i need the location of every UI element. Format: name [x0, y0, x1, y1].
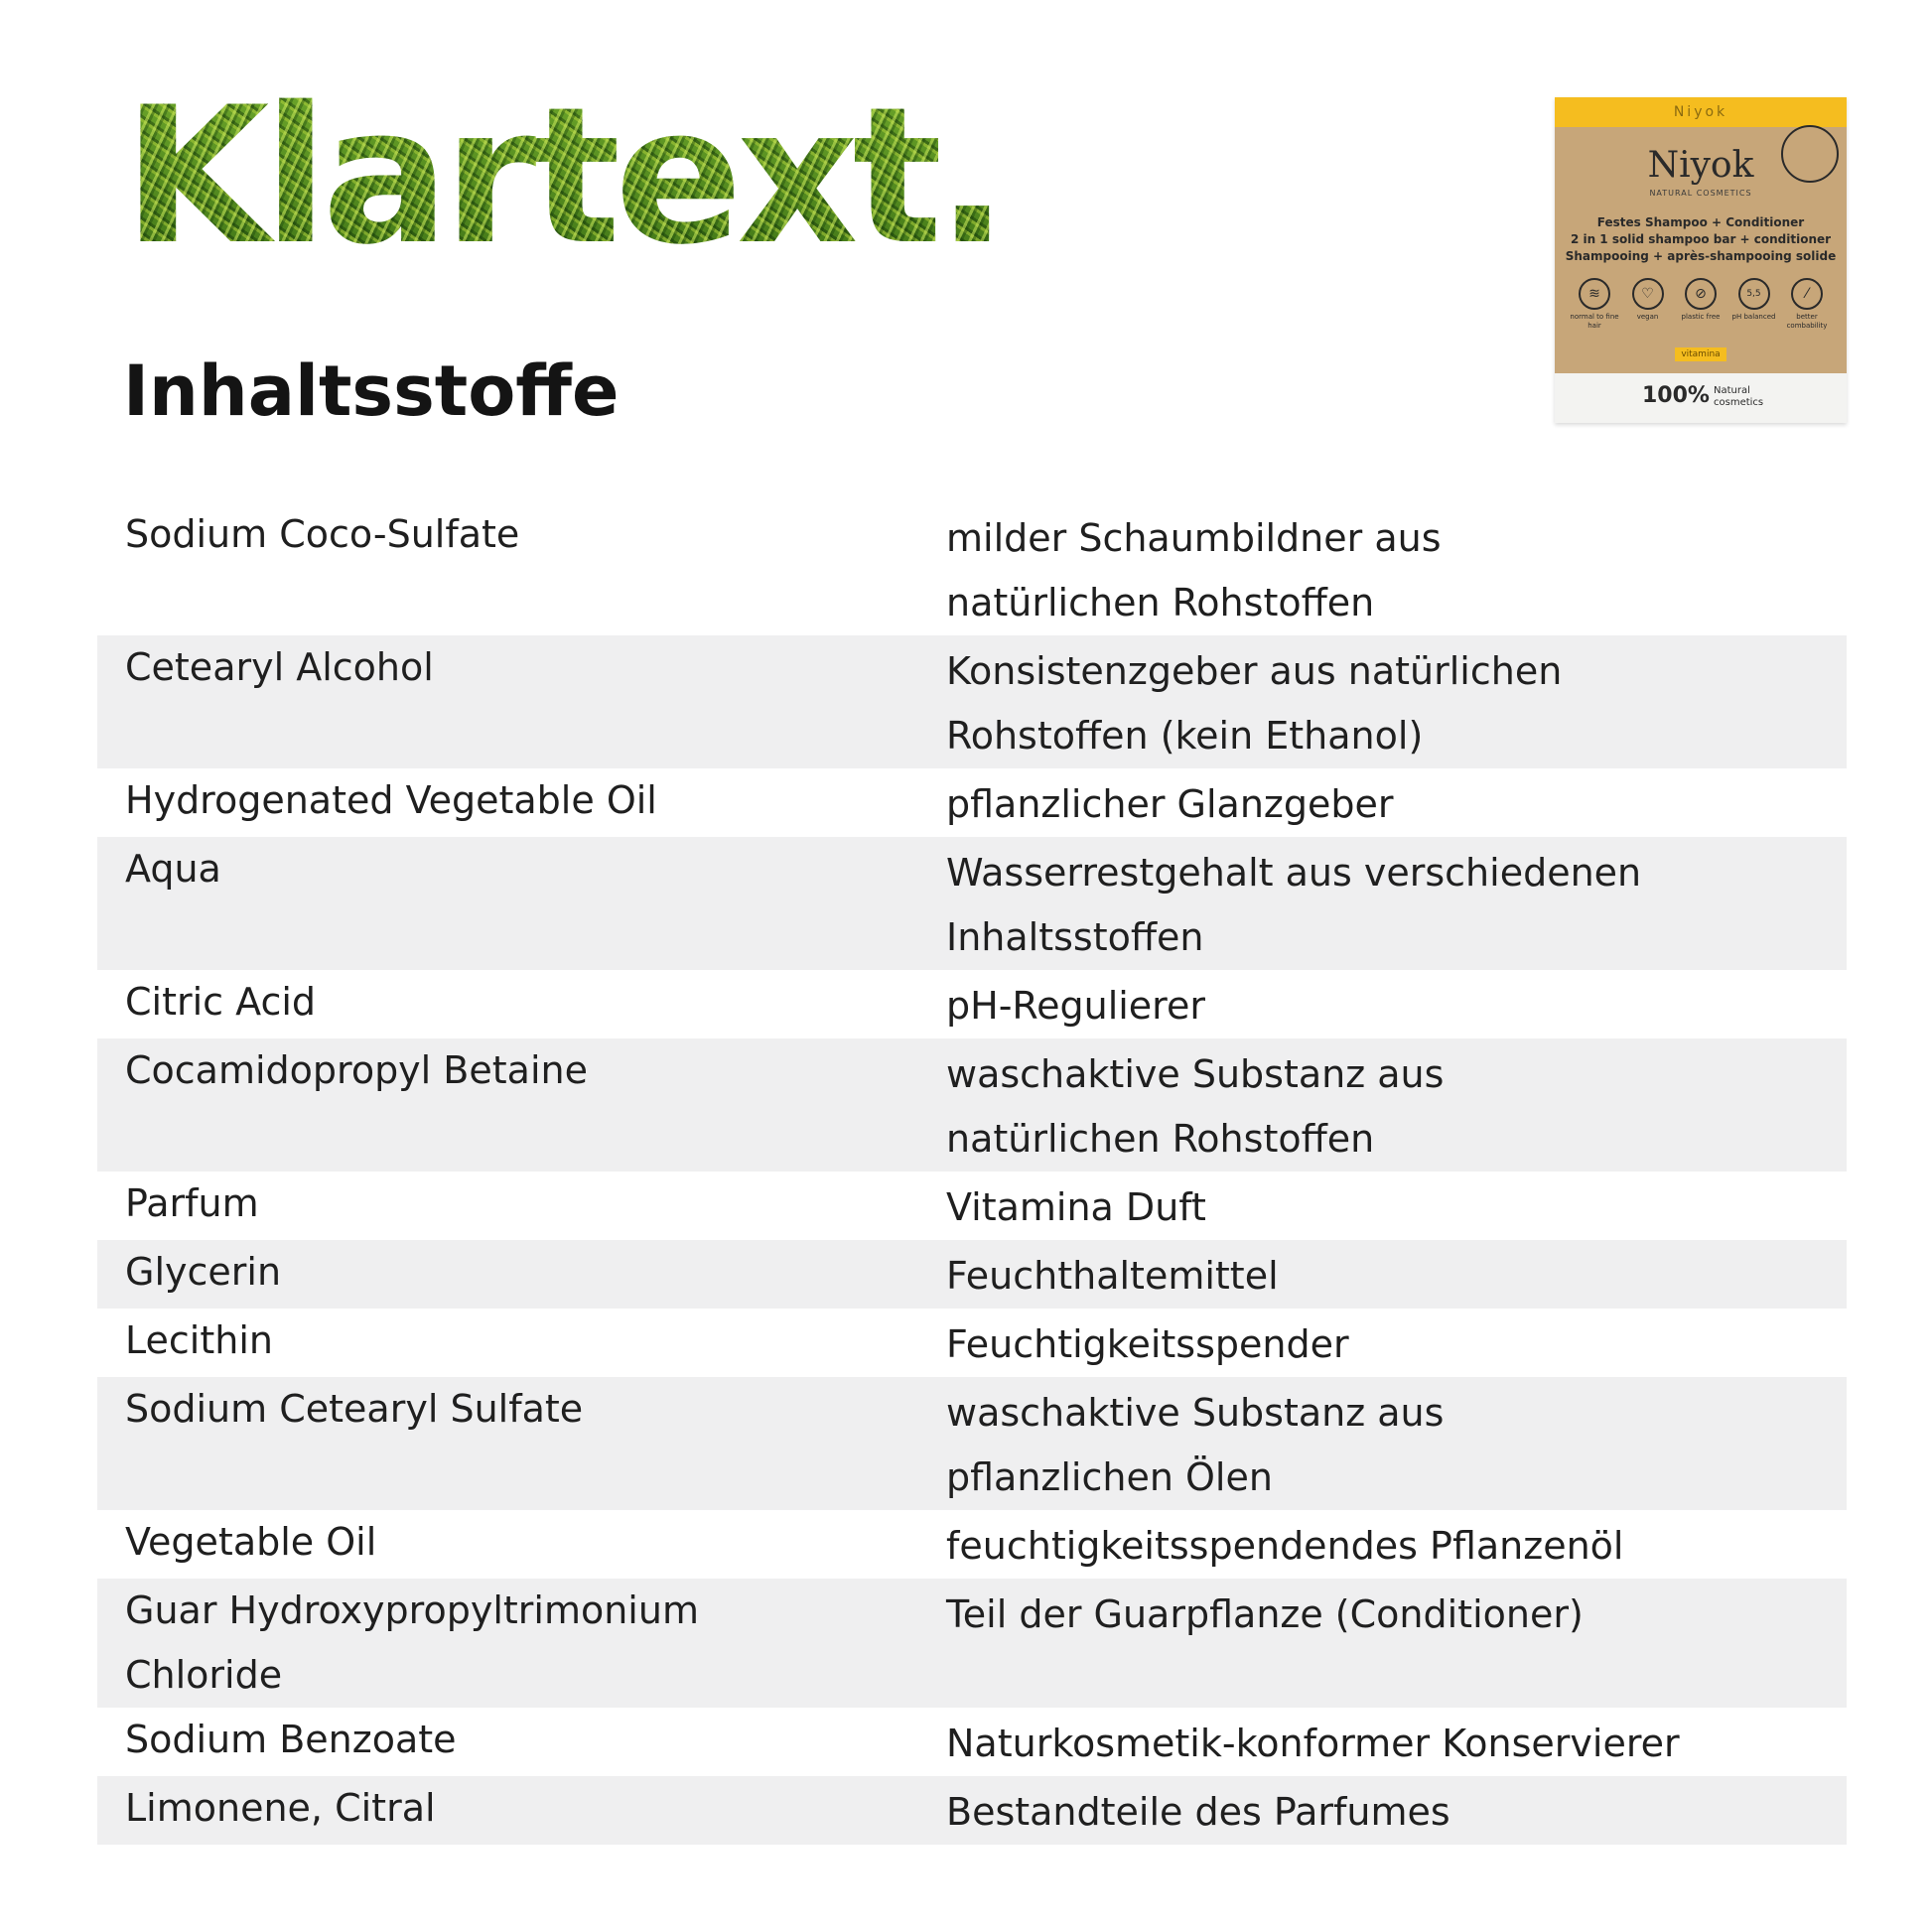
- comb-icon: ⁄: [1791, 278, 1823, 310]
- ingredient-function: [946, 1708, 1847, 1776]
- ingredient-function: [946, 1377, 1847, 1510]
- table-row: [97, 1172, 1847, 1240]
- ingredient-name: Guar Hydroxypropyltrimonium Chloride: [125, 1588, 699, 1697]
- ingredient-function-line: Wasserrestgehalt aus verschiedenen: [946, 851, 1642, 895]
- ingredient-function-line: natürlichen Rohstoffen: [946, 581, 1375, 624]
- ingredient-name: Cocamidopropyl Betaine: [125, 1048, 588, 1092]
- ingredient-function-line: Bestandteile des Parfumes: [946, 1790, 1450, 1834]
- ingredient-function: [946, 837, 1847, 970]
- no-plastic-icon: ⊘: [1685, 278, 1717, 310]
- ingredient-function-line: feuchtigkeitsspendendes Pflanzenöl: [946, 1524, 1624, 1568]
- feature-hair: [1569, 278, 1620, 331]
- ingredient-name: Limonene, Citral: [125, 1786, 436, 1830]
- product-desc-line: 2 in 1 solid shampoo bar + conditioner: [1570, 232, 1832, 246]
- ingredient-function: [946, 1172, 1847, 1240]
- section-heading: Inhaltsstoffe: [123, 350, 620, 432]
- table-row: [97, 1510, 1847, 1579]
- ingredient-function-line: Inhaltsstoffen: [946, 915, 1204, 959]
- ingredient-function-line: Naturkosmetik-konformer Konservierer: [946, 1722, 1680, 1765]
- ingredient-function-line: waschaktive Substanz aus: [946, 1391, 1445, 1435]
- table-row: [97, 1776, 1847, 1845]
- product-natural: Natural cosmetics: [1714, 385, 1764, 408]
- ingredient-name: Glycerin: [125, 1250, 282, 1294]
- hair-icon: ≋: [1579, 278, 1610, 310]
- headline: Klartext.: [123, 67, 1003, 286]
- ingredient-name: Sodium Coco-Sulfate: [125, 512, 520, 556]
- feature-label: pH balanced: [1731, 313, 1776, 321]
- ingredient-function-line: milder Schaumbildner aus: [946, 516, 1442, 560]
- table-row: [97, 970, 1847, 1038]
- table-row: [97, 1038, 1847, 1172]
- ingredient-function-line: pflanzlichen Ölen: [946, 1455, 1273, 1499]
- table-row: [97, 1708, 1847, 1776]
- feature-comb: [1781, 278, 1833, 331]
- ingredient-function: [946, 1579, 1847, 1708]
- ingredients-table: [97, 502, 1847, 1845]
- feature-label: plastic free: [1681, 313, 1721, 321]
- ingredient-function-line: natürlichen Rohstoffen: [946, 1117, 1375, 1161]
- product-bottom: [1555, 373, 1847, 423]
- product-band-text: Niyok: [1673, 104, 1728, 120]
- vegan-heart-icon: ♡: [1632, 278, 1664, 310]
- ingredient-function: [946, 635, 1847, 768]
- product-description: [1555, 214, 1847, 265]
- product-desc-line: Shampooing + après-shampooing solide: [1565, 249, 1837, 263]
- table-row: [97, 1579, 1847, 1708]
- ingredient-function: [946, 1240, 1847, 1309]
- ingredient-name: Parfum: [125, 1181, 259, 1225]
- ingredient-function-line: Rohstoffen (kein Ethanol): [946, 714, 1424, 758]
- ingredient-name: Lecithin: [125, 1318, 273, 1362]
- feature-label: vegan: [1636, 313, 1659, 321]
- table-row: [97, 502, 1847, 635]
- product-desc-line: Festes Shampoo + Conditioner: [1596, 215, 1805, 229]
- product-brand-sub: NATURAL COSMETICS: [1649, 189, 1752, 198]
- ingredient-function-line: Konsistenzgeber aus natürlichen: [946, 649, 1563, 693]
- product-brand: Niyok: [1647, 145, 1754, 186]
- table-row: [97, 1309, 1847, 1377]
- feature-plastic-free: [1675, 278, 1726, 331]
- product-image: [1555, 97, 1847, 423]
- ingredient-name: Cetearyl Alcohol: [125, 645, 434, 689]
- product-variant: vitamina: [1675, 347, 1726, 361]
- ingredient-function: [946, 1510, 1847, 1579]
- ingredient-function: [946, 502, 1847, 635]
- feature-vegan: [1622, 278, 1674, 331]
- ingredient-name: Sodium Benzoate: [125, 1718, 457, 1761]
- table-row: [97, 1240, 1847, 1309]
- ingredient-function-line: Feuchtigkeitsspender: [946, 1322, 1349, 1366]
- ingredient-function-line: pH-Regulierer: [946, 984, 1205, 1028]
- product-percent: 100%: [1642, 383, 1710, 408]
- ingredient-function-line: Teil der Guarpflanze (Conditioner): [946, 1592, 1584, 1636]
- table-row: [97, 768, 1847, 837]
- table-row: [97, 635, 1847, 768]
- ingredient-function-line: waschaktive Substanz aus: [946, 1052, 1445, 1096]
- ingredient-name: Hydrogenated Vegetable Oil: [125, 778, 657, 822]
- ingredient-function: [946, 1309, 1847, 1377]
- ingredient-function: [946, 1038, 1847, 1172]
- ingredient-name: Sodium Cetearyl Sulfate: [125, 1387, 584, 1431]
- ingredient-name: Aqua: [125, 847, 221, 891]
- table-row: [97, 837, 1847, 970]
- feature-ph: [1728, 278, 1780, 331]
- feature-label: normal to fine hair: [1570, 313, 1619, 330]
- ingredient-function: [946, 970, 1847, 1038]
- table-row: [97, 1377, 1847, 1510]
- ph-icon: 5,5: [1738, 278, 1770, 310]
- ingredient-function: [946, 1776, 1847, 1845]
- ingredient-function-line: Vitamina Duft: [946, 1185, 1206, 1229]
- product-band: [1555, 97, 1847, 127]
- ingredient-name: Citric Acid: [125, 980, 317, 1024]
- feature-label: better combability: [1786, 313, 1828, 330]
- ingredient-function-line: Feuchthaltemittel: [946, 1254, 1279, 1298]
- ingredient-name: Vegetable Oil: [125, 1520, 377, 1564]
- ingredient-function: [946, 768, 1847, 837]
- product-icons: [1569, 278, 1833, 331]
- ingredient-function-line: pflanzlicher Glanzgeber: [946, 782, 1394, 826]
